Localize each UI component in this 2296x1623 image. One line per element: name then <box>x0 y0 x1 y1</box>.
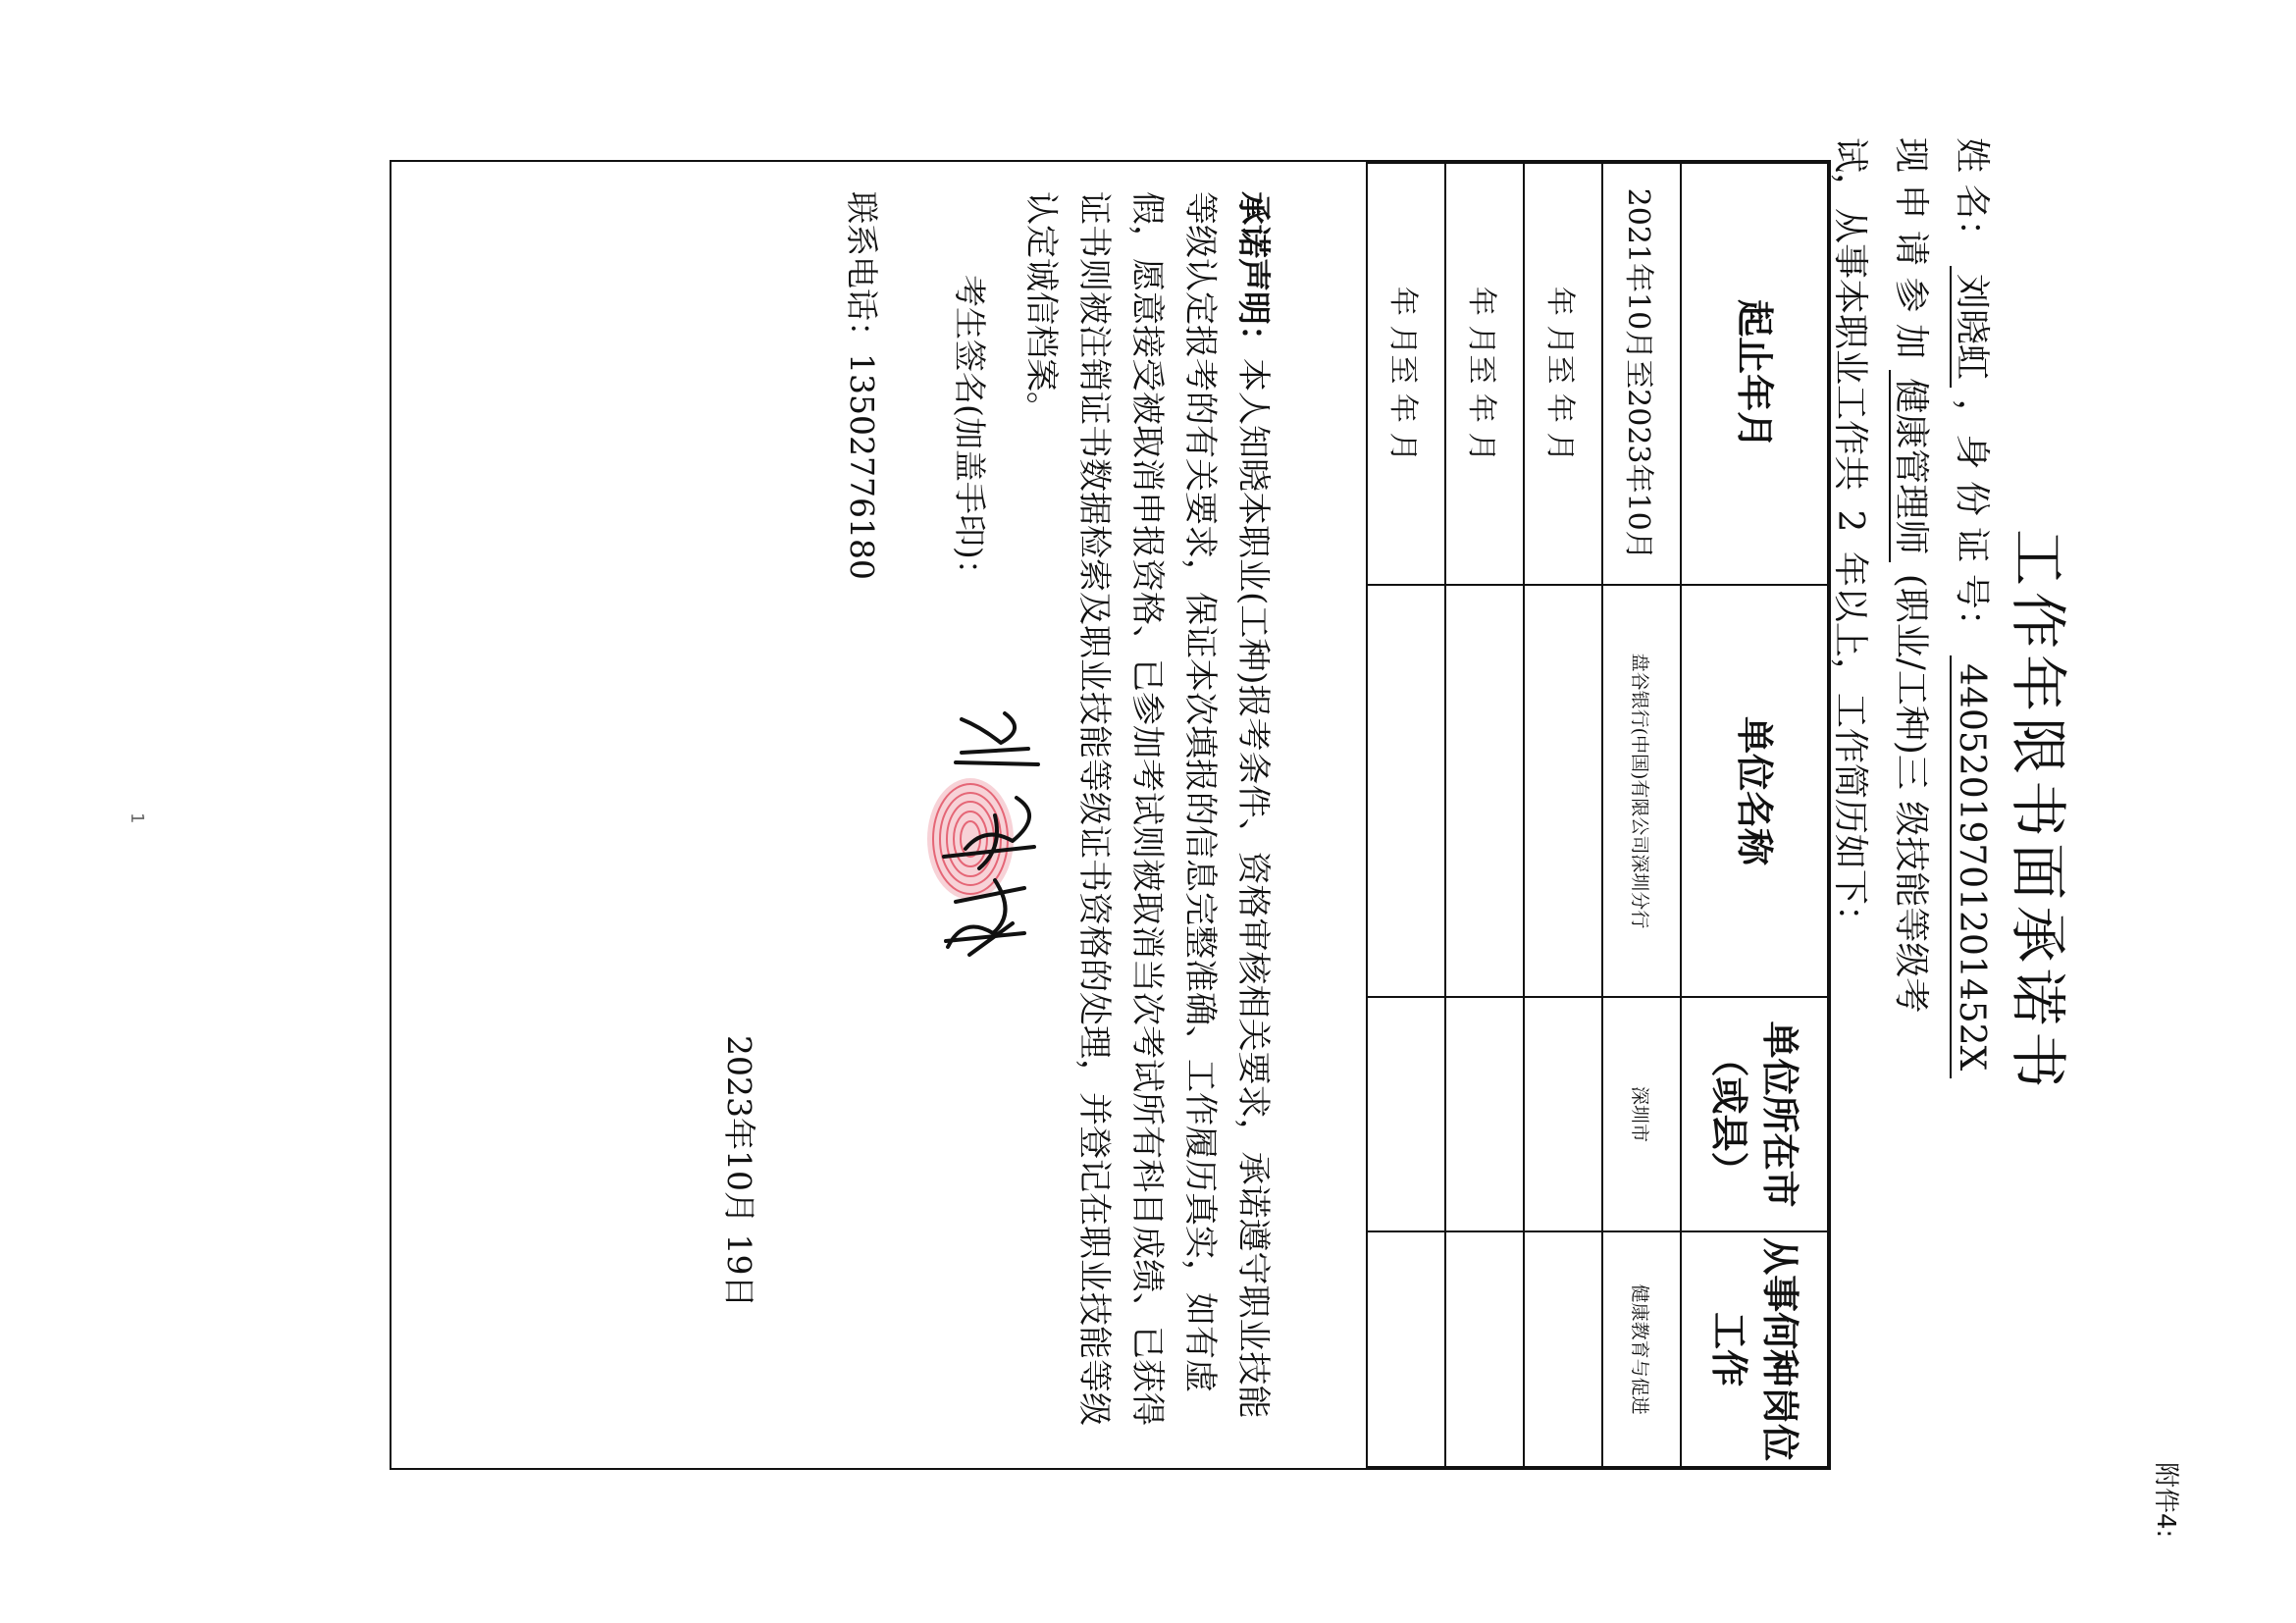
table-row <box>1367 163 1445 1467</box>
work-years: 2 <box>1828 501 1870 540</box>
cell-position <box>1445 1231 1524 1467</box>
cell-employer <box>1367 585 1445 996</box>
thumbprint <box>927 778 1014 900</box>
signature-row <box>949 275 995 592</box>
table-row <box>1602 163 1681 1467</box>
occupation-name: 健康管理师 <box>1889 370 1931 562</box>
cell-position <box>1524 1231 1602 1467</box>
apply-prefix: 现 申 请 参 加 <box>1891 137 1931 359</box>
pledge-text: 本人知晓本职业(工种)报考条件、资格审核相关要求，承诺遵守职业技能等级认定报考的有关要求，保证本次填报的信息完整准确、工作履历真实，如有虚假，愿意接受被取消申报资格、已参加考试则被取消当次考试所有科目成绩、已获得证书则被注销证书数据检索及职业技能等级证书资格的处理，并登记在职业技能等级认定诚信档案。 <box>1021 191 1273 1426</box>
header-city: 单位所在市（或县） <box>1681 997 1828 1232</box>
form-frame <box>390 160 1831 1470</box>
table-row <box>1524 163 1602 1467</box>
cell-city <box>1445 997 1524 1232</box>
work-prefix: 试，从事本职业工作共 <box>1830 137 1870 492</box>
cell-city <box>1367 997 1445 1232</box>
cell-position: 健康教育与促进 <box>1602 1231 1681 1467</box>
signing-date: 2023年10月 19日 <box>720 1035 758 1308</box>
cell-period: 年 月至 年 月 <box>1445 163 1524 585</box>
name-label: 姓 名： <box>1952 137 1992 255</box>
intro-line-2 <box>1880 137 1941 1442</box>
header-period: 起止年月 <box>1681 163 1828 585</box>
id-label: ，身 份 证 号： <box>1952 398 1992 645</box>
applicant-name: 刘晓虹 <box>1950 266 1992 388</box>
cell-period: 年 月至 年 月 <box>1524 163 1602 585</box>
pledge-label: 承诺声明： <box>1233 191 1273 358</box>
table-row <box>1445 163 1524 1467</box>
attachment-label: 附件4: <box>2151 1462 2180 1539</box>
intro-line-1 <box>1941 137 2002 1442</box>
document-title: 工作年限书面承诺书 <box>2005 528 2071 1094</box>
work-suffix: 年以上，工作简历如下： <box>1830 550 1870 940</box>
cell-period: 年 月至 年 月 <box>1367 163 1445 585</box>
header-employer: 单位名称 <box>1681 585 1828 996</box>
signature-label: 考生签名(加盖手印)： <box>951 275 989 592</box>
phone-label: 联系电话： <box>843 191 881 353</box>
header-position: 从事何种岗位工作 <box>1681 1231 1828 1467</box>
phone-row <box>841 191 887 580</box>
cell-employer <box>1445 585 1524 996</box>
cell-period: 2021年10月至2023年10月 <box>1602 163 1681 585</box>
table-header-row <box>1681 163 1828 1467</box>
work-history-table <box>1366 162 1829 1468</box>
cell-city <box>1524 997 1602 1232</box>
phone-number: 13502776180 <box>843 353 881 580</box>
cell-employer <box>1524 585 1602 996</box>
occupation-suffix: (职业/工种)三 级技能等级考 <box>1891 573 1931 1014</box>
page-number: 1 <box>127 812 147 824</box>
handwritten-signature-with-thumbprint <box>828 692 1064 986</box>
id-number: 44052019701201452X <box>1950 655 1992 1078</box>
cell-position <box>1367 1231 1445 1467</box>
cell-city: 深圳市 <box>1602 997 1681 1232</box>
cell-employer: 盘谷银行(中国)有限公司深圳分行 <box>1602 585 1681 996</box>
